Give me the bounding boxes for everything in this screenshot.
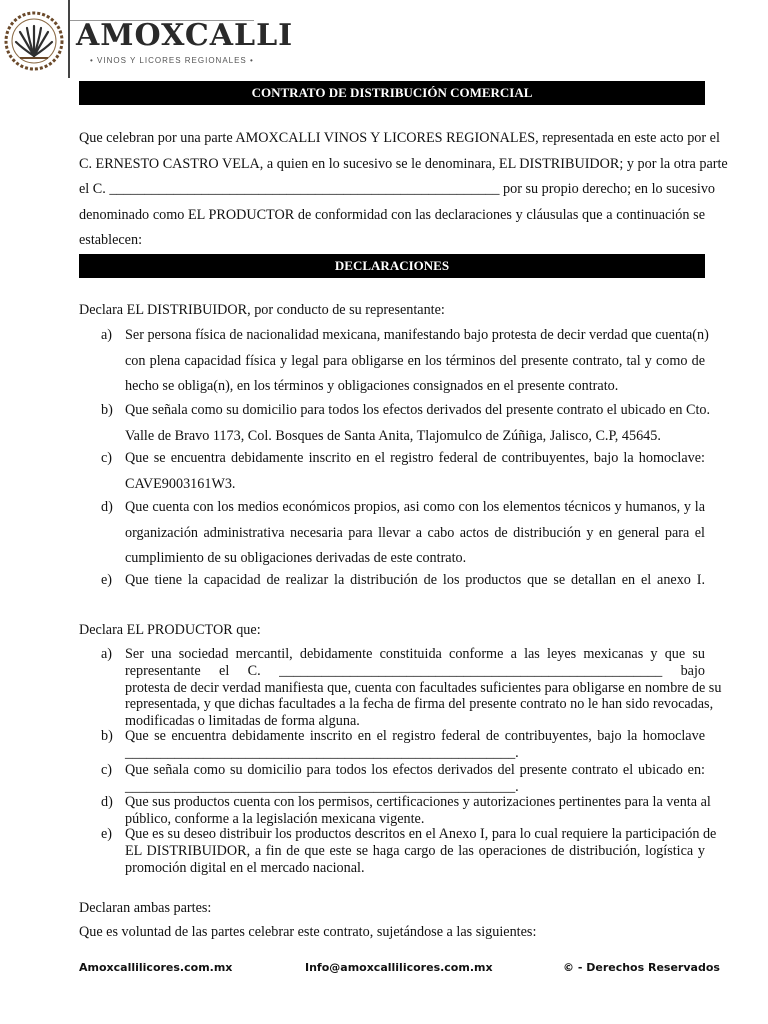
list-marker: d) [101,794,113,810]
intro-line: establecen: [79,232,143,248]
producer-lead: Declara EL PRODUCTOR que: [79,622,261,638]
declarations-title-bar: DECLARACIONES [79,254,705,278]
footer-email-link[interactable]: Info@amoxcallilicores.com.mx [305,961,493,974]
both-parties-lead: Declaran ambas partes: [79,900,212,916]
footer-rights: © - Derechos Reservados [563,961,720,974]
both-parties-text: Que es voluntad de las partes celebrar este contrato, sujetándose a las siguientes: [79,924,537,940]
intro-paragraph [79,126,728,254]
footer-website-link[interactable]: Amoxcallilicores.com.mx [79,961,233,974]
list-marker: b) [101,728,113,744]
intro-line: Que celebran por una parte AMOXCALLI VINOS Y LICORES REGIONALES, representada en este acto por el [79,130,720,146]
list-marker: c) [101,762,113,778]
list-marker: a) [101,646,113,662]
list-marker: e) [101,572,113,588]
distributor-lead: Declara EL DISTRIBUIDOR, por conducto de su representante: [79,302,445,318]
list-marker: c) [101,450,113,466]
list-marker: e) [101,826,113,842]
agave-emblem-icon [4,10,64,72]
company-logo [0,0,294,80]
intro-line: C. ERNESTO CASTRO VELA, a quien en lo sucesivo se le denominara, EL DISTRIBUIDOR; y por la otra parte [79,155,728,172]
logo-divider [68,0,70,78]
list-marker: d) [101,499,113,515]
brand-tagline: • VINOS Y LICORES REGIONALES • [90,56,254,65]
intro-line: el C. _______________________________________________________ por su propio derecho; en lo sucesivo [79,181,716,197]
contract-title-bar: CONTRATO DE DISTRIBUCIÓN COMERCIAL [79,81,705,105]
brand-name: AMOXCALLI [76,18,294,53]
list-marker: a) [101,327,113,343]
intro-line: denominado como EL PRODUCTOR de conformidad con las declaraciones y cláusulas que a continuación se [79,206,705,223]
list-marker: b) [101,402,113,418]
